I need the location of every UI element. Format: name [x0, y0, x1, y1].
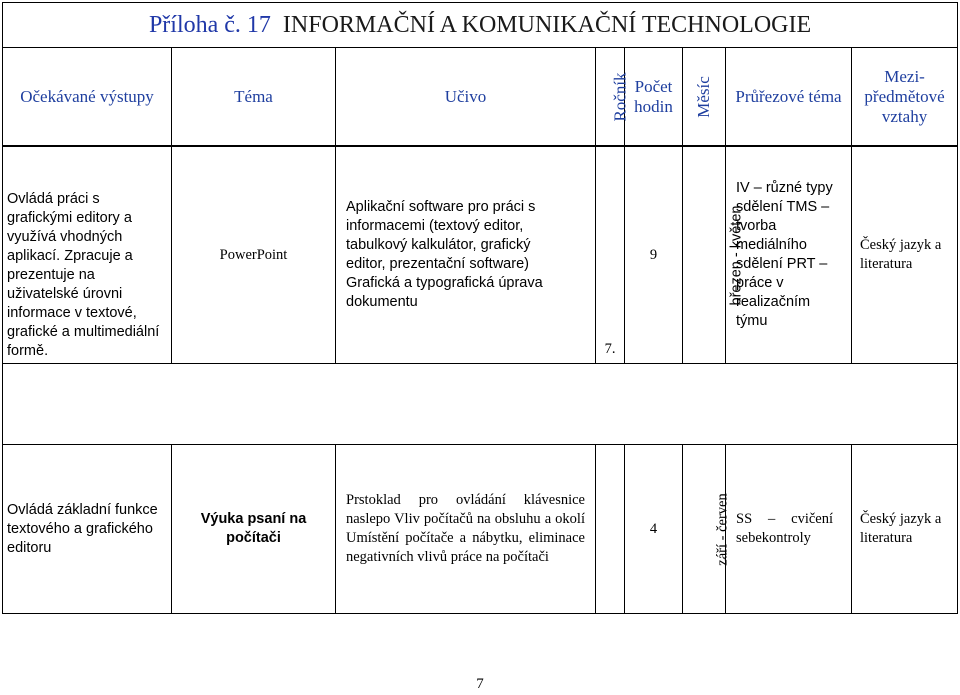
title-prefix: Příloha č. 17 — [148, 11, 271, 38]
page-number: 7 — [476, 676, 484, 692]
table-row — [3, 147, 958, 364]
col-header-intersubject: Mezi-předmětové vztahy — [852, 48, 958, 146]
header-table — [2, 2, 958, 146]
row1-topic: PowerPoint — [172, 147, 336, 364]
row1-grade: 7. — [596, 147, 625, 364]
row2-crosscutting: SS – cvičení sebekontroly — [726, 445, 852, 614]
row2-hours: 4 — [625, 445, 683, 614]
row2-grade — [596, 445, 625, 614]
row-spacer — [3, 364, 958, 445]
row1-content: Aplikační software pro práci s informacemi (textový editor, tabulkový kalkulátor, grafický editor, prezentační software) Grafická a typografická úprava dokumentu — [336, 147, 596, 364]
title-main: INFORMAČNÍ A KOMUNIKAČNÍ TECHNOLOGIE — [282, 11, 812, 38]
row2-topic: Výuka psaní na počítači — [172, 445, 336, 614]
curriculum-table — [2, 146, 958, 614]
row2-intersubject: Český jazyk a literatura — [852, 445, 958, 614]
month-label: Měsíc — [693, 75, 713, 118]
row1-month-label: březen - květen — [728, 205, 745, 305]
row2-content: Prstoklad pro ovládání klávesnice naslepo Vliv počítačů na obsluhu a okolí Umístění počítače a nábytku, eliminace negativních vlivů práce na počítači — [336, 445, 596, 614]
row2-month — [683, 445, 731, 614]
row1-hours: 9 — [625, 147, 683, 364]
row1-crosscutting: IV – různé typy sdělení TMS – tvorba mediálního sdělení PRT – práce v realizačním týmu — [726, 147, 852, 364]
table-row — [3, 445, 958, 614]
row1-outcomes: Ovládá práci s grafickými editory a využívá vhodných aplikací. Zpracuje a prezentuje na uživatelské úrovni informace v textové, grafické a multimediální formě. — [3, 147, 172, 364]
col-header-content: Učivo — [336, 48, 596, 146]
col-header-hours: Počet hodin — [625, 48, 683, 146]
row2-outcomes: Ovládá základní funkce textového a grafického editoru — [3, 445, 172, 614]
page-title — [3, 3, 958, 48]
col-header-crosscutting: Průřezové téma — [726, 48, 852, 146]
col-header-topic: Téma — [172, 48, 336, 146]
row2-month-label: září - červen — [714, 492, 731, 566]
col-header-grade — [596, 48, 630, 146]
row1-month — [683, 147, 745, 364]
grade-label: Ročník — [610, 71, 630, 122]
row1-intersubject: Český jazyk a literatura — [852, 147, 958, 364]
col-header-outcomes: Očekávané výstupy — [3, 48, 172, 146]
col-header-month — [683, 48, 726, 146]
